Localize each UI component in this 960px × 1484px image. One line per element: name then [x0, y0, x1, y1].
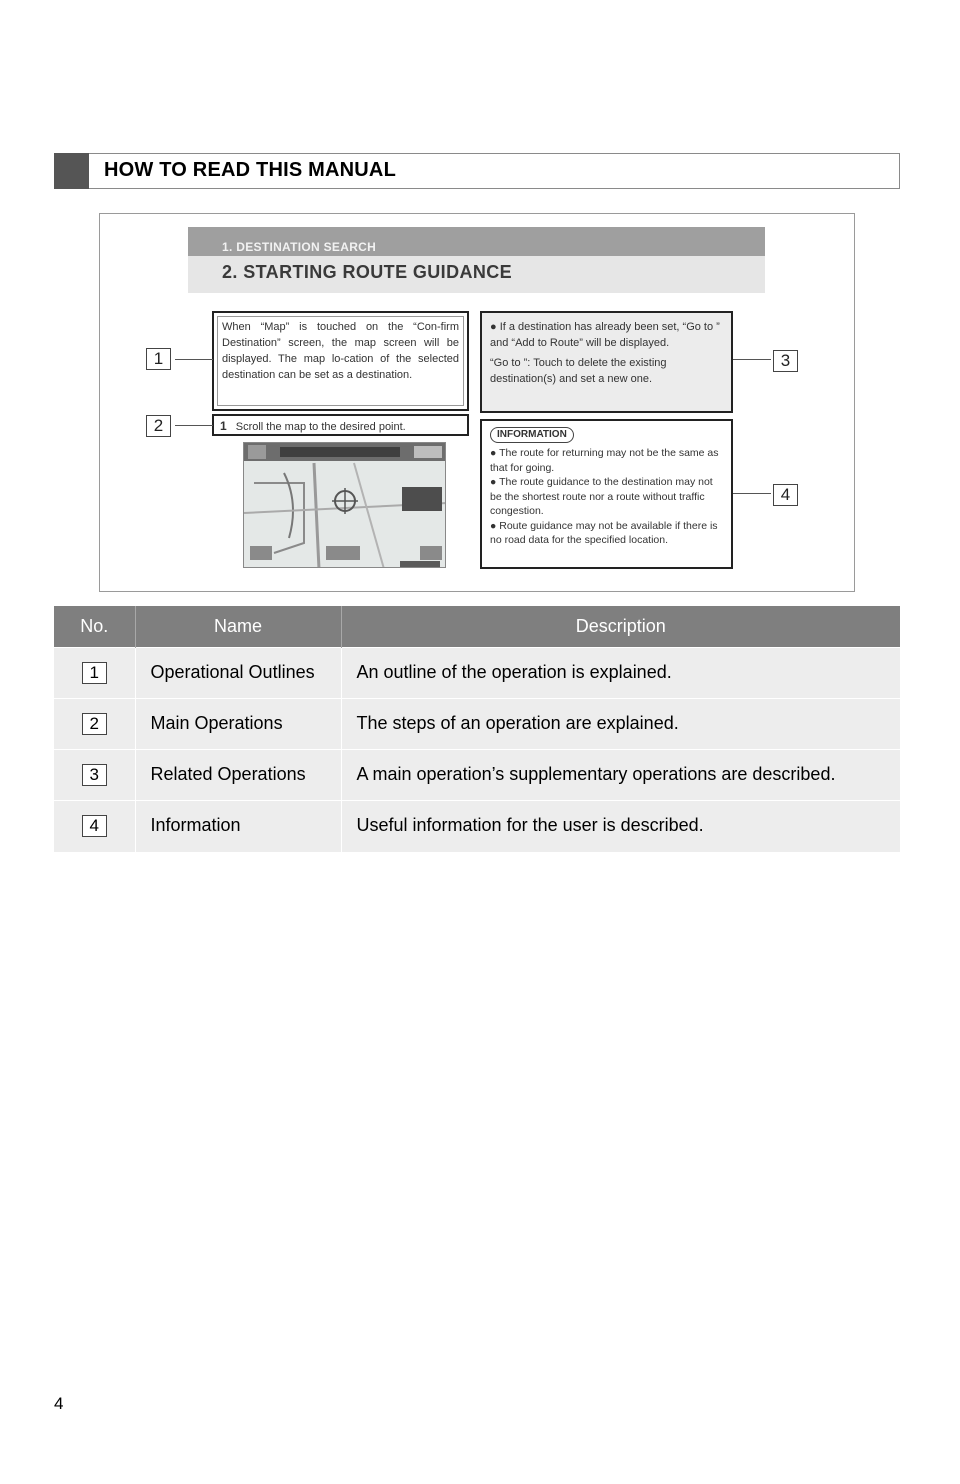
- manual-illustration: [99, 213, 855, 592]
- row-description: The steps of an operation are explained.: [341, 699, 900, 750]
- table-row: [54, 648, 900, 699]
- step-text: Scroll the map to the desired point.: [235, 421, 406, 433]
- operational-outline-box: [212, 311, 469, 411]
- callout-1: 1: [146, 348, 171, 370]
- info-item-1: ● The route for returning may not be the same as that for going.: [490, 447, 719, 474]
- row-number: 2: [82, 713, 107, 735]
- step-number: 1: [220, 419, 227, 433]
- information-label: INFORMATION: [490, 427, 574, 443]
- callout-2: 2: [146, 415, 171, 437]
- related-text-2: “Go to ”: Touch to delete the existing destination(s) and set a new one.: [490, 357, 667, 385]
- header-description: Description: [341, 606, 900, 648]
- section-title: HOW TO READ THIS MANUAL: [104, 159, 396, 181]
- row-description: Useful information for the user is described.: [341, 801, 900, 852]
- row-number: 4: [82, 815, 107, 837]
- info-item-3: ● Route guidance may not be available if there is no road data for the specified location.: [490, 519, 718, 546]
- related-text-1: ● If a destination has already been set, “Go to ” and “Add to Route” will be displayed.: [490, 321, 720, 349]
- row-number: 3: [82, 764, 107, 786]
- row-description: A main operation’s supplementary operations are described.: [341, 750, 900, 801]
- callout-3: 3: [773, 350, 798, 372]
- row-description: An outline of the operation is explained.: [341, 648, 900, 699]
- section-header: [54, 153, 900, 189]
- outline-text: When “Map” is touched on the “Con-firm Destination” screen, the map screen will be displayed. The map lo-cation of the selected destination can be set as a destination.: [222, 321, 459, 381]
- callout-line-2: [175, 425, 213, 426]
- callout-line-4: [733, 493, 771, 494]
- row-number: 1: [82, 662, 107, 684]
- breadcrumb-chapter: 1. DESTINATION SEARCH: [222, 240, 377, 254]
- section-header-block: [54, 153, 89, 189]
- callout-4: 4: [773, 484, 798, 506]
- breadcrumb-section: 2. STARTING ROUTE GUIDANCE: [222, 262, 513, 282]
- information-box: [480, 419, 733, 569]
- row-name: Main Operations: [135, 699, 341, 750]
- header-no: No.: [54, 606, 135, 648]
- map-screen-thumbnail: [243, 442, 446, 568]
- table-row: [54, 699, 900, 750]
- info-item-2: ● The route guidance to the destination may not be the shortest route nor a route without traffic congestion.: [490, 476, 713, 517]
- illustration-breadcrumb: [188, 227, 765, 293]
- header-name: Name: [135, 606, 341, 648]
- legend-table: [54, 606, 900, 852]
- map-image: [244, 443, 446, 568]
- callout-line-3: [733, 359, 771, 360]
- table-row: [54, 750, 900, 801]
- callout-line-1: [175, 359, 213, 360]
- main-operation-box: [212, 414, 469, 436]
- table-header-row: [54, 606, 900, 648]
- row-name: Operational Outlines: [135, 648, 341, 699]
- page-number: 4: [54, 1394, 64, 1413]
- table-row: [54, 801, 900, 852]
- related-operations-box: [480, 311, 733, 413]
- row-name: Related Operations: [135, 750, 341, 801]
- row-name: Information: [135, 801, 341, 852]
